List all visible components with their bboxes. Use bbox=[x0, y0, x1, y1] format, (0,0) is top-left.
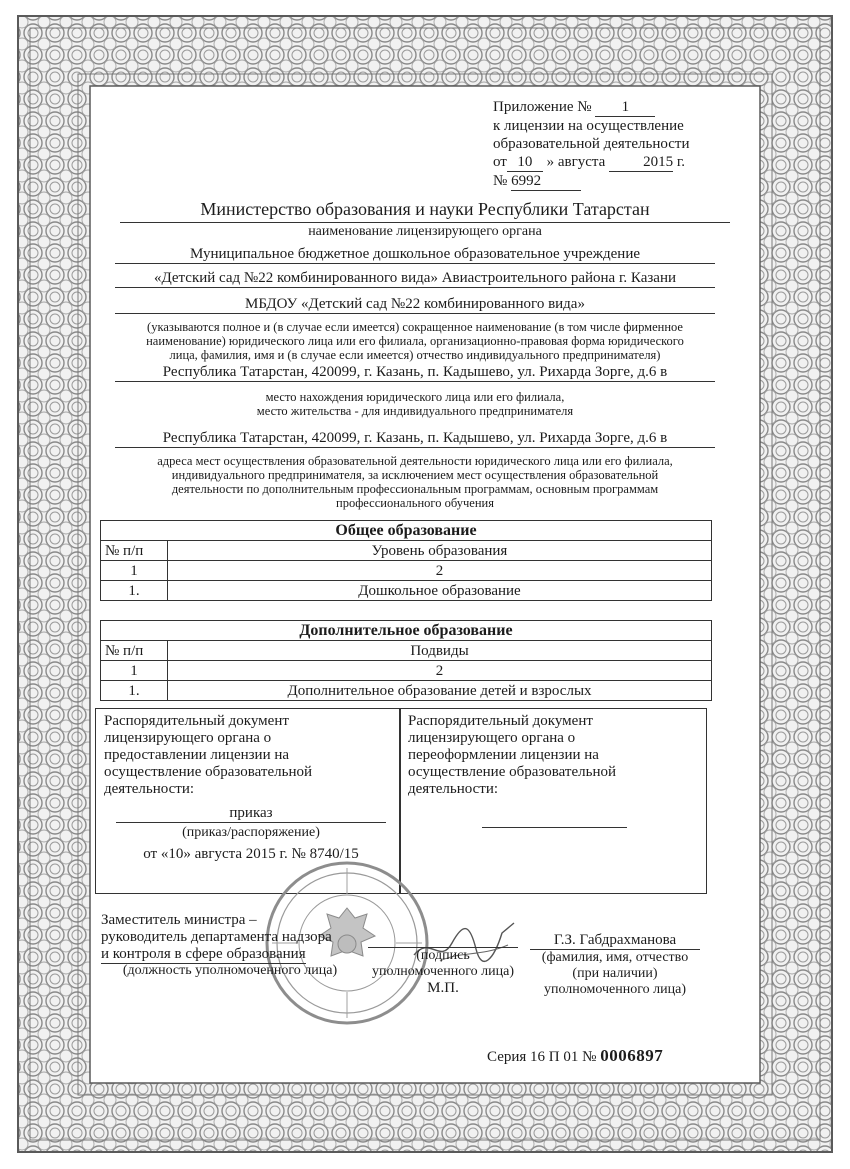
appendix-line2: образовательной деятельности bbox=[493, 136, 690, 152]
index-level: 2 bbox=[168, 561, 712, 581]
series-label: Серия bbox=[487, 1049, 527, 1065]
row-level: Дошкольное образование bbox=[168, 581, 712, 601]
signer-name: Г.З. Габдрахманова bbox=[530, 932, 700, 950]
series-number: 0006897 bbox=[600, 1046, 664, 1065]
order-right-text bbox=[408, 713, 616, 798]
table-row bbox=[101, 681, 712, 701]
order-doc-type: приказ bbox=[116, 805, 386, 823]
order-right-box bbox=[399, 708, 707, 894]
order-doc-caption: (приказ/распоряжение) bbox=[182, 825, 320, 840]
table-row bbox=[101, 541, 712, 561]
signature-caption-line2: уполномоченного лица) bbox=[372, 964, 514, 979]
row-number: 1. bbox=[101, 681, 168, 701]
col-level-header: Уровень образования bbox=[168, 541, 712, 561]
name-caption-line2: (при наличии) bbox=[572, 966, 658, 981]
authority-name: Министерство образования и науки Республики Татарстан bbox=[200, 199, 650, 219]
position-line1: Заместитель министра – bbox=[101, 912, 257, 928]
table-row bbox=[101, 641, 712, 661]
org-short-name: МБДОУ «Детский сад №22 комбинированного вида» bbox=[115, 296, 715, 314]
table-row bbox=[101, 661, 712, 681]
order-date-line: от «10» августа 2015 г. № 8740/15 bbox=[143, 846, 359, 862]
org-caption-line3: лица, фамилия, имя и (в случае если имеется) отчество индивидуального предпринимателя) bbox=[169, 348, 661, 362]
index-number: 1 bbox=[101, 661, 168, 681]
authority-caption: наименование лицензирующего органа bbox=[120, 222, 730, 240]
row-number: 1. bbox=[101, 581, 168, 601]
appendix-block bbox=[493, 98, 703, 191]
order-right-line3: переоформлении лицензии на bbox=[408, 747, 599, 763]
activity-caption-line1: адреса мест осуществления образовательной деятельности юридического лица или его филиала, bbox=[157, 454, 673, 468]
order-right-line5: деятельности: bbox=[408, 781, 499, 797]
table-row bbox=[101, 581, 712, 601]
org-name-line2: «Детский сад №22 комбинированного вида» Авиастроительного района г. Казани bbox=[115, 270, 715, 288]
order-right-line2: лицензирующего органа о bbox=[408, 730, 576, 746]
signature-caption bbox=[368, 947, 518, 980]
activity-caption-line2: индивидуального предпринимателя, за исключением мест осуществления образовательной bbox=[171, 468, 659, 482]
series-block bbox=[487, 1046, 663, 1066]
general-education-table bbox=[100, 520, 712, 601]
order-right-blank-line bbox=[482, 827, 627, 828]
index-subtype: 2 bbox=[168, 661, 712, 681]
org-name-line1: Муниципальное бюджетное дошкольное образовательное учреждение bbox=[115, 246, 715, 264]
col-number-header: № п/п bbox=[101, 541, 168, 561]
index-number: 1 bbox=[101, 561, 168, 581]
appendix-line1: к лицензии на осуществление bbox=[493, 118, 684, 134]
appendix-month: » августа bbox=[546, 154, 606, 170]
order-left-line2: лицензирующего органа о bbox=[104, 730, 272, 746]
position-caption: (должность уполномоченного лица) bbox=[122, 963, 338, 978]
appendix-year-suffix: г. bbox=[676, 154, 686, 170]
appendix-year: 2015 bbox=[609, 153, 673, 172]
order-left-line4: осуществление образовательной bbox=[104, 764, 312, 780]
activity-caption-line3: деятельности по дополнительным профессиональным программам, основным программам bbox=[171, 482, 659, 496]
general-education-title: Общее образование bbox=[101, 521, 712, 541]
org-caption bbox=[110, 320, 720, 362]
license-number: 6992 bbox=[511, 172, 581, 191]
order-right-line4: осуществление образовательной bbox=[408, 764, 616, 780]
col-number-header: № п/п bbox=[101, 641, 168, 661]
org-caption-line2: наименование) юридического лица или его филиала, организационно-правовая форма юридического bbox=[146, 334, 684, 348]
appendix-label: Приложение № bbox=[493, 99, 592, 115]
location-value: Республика Татарстан, 420099, г. Казань, п. Кадышево, ул. Рихарда Зорге, д.6 в bbox=[115, 364, 715, 382]
appendix-no-label: № bbox=[493, 173, 508, 189]
name-caption-line1: (фамилия, имя, отчество bbox=[541, 950, 689, 965]
row-subtype: Дополнительное образование детей и взрослых bbox=[168, 681, 712, 701]
signature-caption-line1: (подпись bbox=[416, 948, 470, 963]
order-left-text bbox=[104, 713, 312, 798]
appendix-day: 10 bbox=[507, 153, 543, 172]
seal-label: М.П. bbox=[427, 980, 459, 996]
order-right-line1: Распорядительный документ bbox=[408, 713, 593, 729]
location-caption-line1: место нахождения юридического лица или его филиала, bbox=[265, 390, 565, 404]
location-caption-line2: место жительства - для индивидуального предпринимателя bbox=[256, 404, 574, 418]
org-caption-line1: (указываются полное и (в случае если имеется) сокращенное наименование (в том числе фирменное bbox=[147, 320, 683, 334]
additional-education-table bbox=[100, 620, 712, 701]
order-left-line5: деятельности: bbox=[104, 781, 195, 797]
signer-position bbox=[101, 912, 332, 964]
col-subtype-header: Подвиды bbox=[168, 641, 712, 661]
series-no-label: № bbox=[582, 1049, 597, 1065]
table-row bbox=[101, 561, 712, 581]
appendix-number: 1 bbox=[595, 98, 655, 117]
name-caption-line3: уполномоченного лица) bbox=[544, 982, 686, 997]
series-code: 16 П 01 bbox=[530, 1049, 579, 1065]
appendix-date-prefix: от bbox=[493, 154, 507, 170]
position-line2: руководитель департамента надзора bbox=[101, 929, 332, 945]
order-left-line1: Распорядительный документ bbox=[104, 713, 289, 729]
position-line3: и контроля в сфере образования bbox=[101, 946, 306, 962]
activity-address-value: Республика Татарстан, 420099, г. Казань, п. Кадышево, ул. Рихарда Зорге, д.6 в bbox=[115, 430, 715, 448]
activity-caption-line4: профессионального обучения bbox=[336, 496, 494, 510]
activity-address-caption bbox=[110, 454, 720, 510]
signer-name-caption bbox=[530, 950, 700, 998]
additional-education-title: Дополнительное образование bbox=[101, 621, 712, 641]
location-caption bbox=[110, 390, 720, 418]
order-left-line3: предоставлении лицензии на bbox=[104, 747, 290, 763]
